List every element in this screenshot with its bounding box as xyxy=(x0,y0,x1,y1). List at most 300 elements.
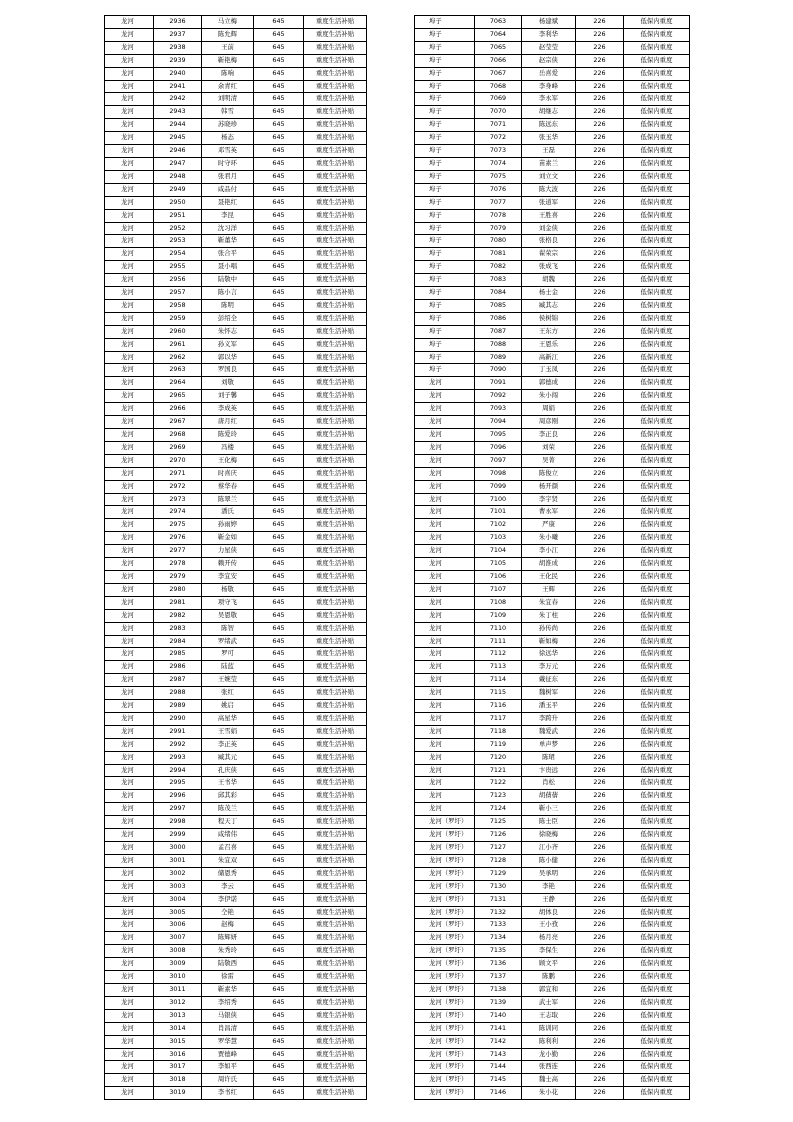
subsidy-type-cell: 重度生活补贴 xyxy=(304,377,367,390)
name-cell: 单声梦 xyxy=(522,738,576,751)
town-cell: 龙河 xyxy=(415,493,475,506)
amount-cell: 645 xyxy=(254,519,304,532)
town-cell: 龙河 xyxy=(105,403,154,416)
subsidy-type-cell: 低保内重度 xyxy=(624,983,690,996)
table-row xyxy=(105,93,367,106)
serial-number-cell: 7097 xyxy=(475,454,522,467)
subsidy-type-cell: 低保内重度 xyxy=(624,351,690,364)
serial-number-cell: 7081 xyxy=(475,248,522,261)
amount-cell: 226 xyxy=(576,1022,624,1035)
amount-cell: 645 xyxy=(254,751,304,764)
serial-number-cell: 7112 xyxy=(475,648,522,661)
name-cell: 王前 xyxy=(202,41,254,54)
amount-cell: 645 xyxy=(254,299,304,312)
name-cell: 周彦刚 xyxy=(522,416,576,429)
table-row xyxy=(415,157,690,170)
amount-cell: 226 xyxy=(576,1061,624,1074)
serial-number-cell: 7079 xyxy=(475,222,522,235)
amount-cell: 226 xyxy=(576,996,624,1009)
subsidy-type-cell: 重度生活补贴 xyxy=(304,725,367,738)
name-cell: 陈鹏 xyxy=(522,971,576,984)
serial-number-cell: 7130 xyxy=(475,880,522,893)
serial-number-cell: 7137 xyxy=(475,971,522,984)
name-cell: 赵梅 xyxy=(202,919,254,932)
amount-cell: 645 xyxy=(254,558,304,571)
subsidy-type-cell: 低保内重度 xyxy=(624,790,690,803)
town-cell: 龙河（罗圩） xyxy=(415,1061,475,1074)
town-cell: 龙河 xyxy=(415,622,475,635)
name-cell: 陆敬西 xyxy=(202,958,254,971)
subsidy-type-cell: 低保内重度 xyxy=(624,325,690,338)
subsidy-type-cell: 低保内重度 xyxy=(624,648,690,661)
table-row xyxy=(415,648,690,661)
subsidy-type-cell: 低保内重度 xyxy=(624,1035,690,1048)
serial-number-cell: 2988 xyxy=(154,687,202,700)
amount-cell: 645 xyxy=(254,364,304,377)
subsidy-type-cell: 重度生活补贴 xyxy=(304,299,367,312)
serial-number-cell: 2973 xyxy=(154,493,202,506)
amount-cell: 645 xyxy=(254,1035,304,1048)
amount-cell: 645 xyxy=(254,583,304,596)
serial-number-cell: 2987 xyxy=(154,674,202,687)
table-row xyxy=(105,170,367,183)
town-cell: 龙河 xyxy=(415,687,475,700)
town-cell: 龙河 xyxy=(415,390,475,403)
table-row xyxy=(105,764,367,777)
table-row xyxy=(105,325,367,338)
subsidy-type-cell: 重度生活补贴 xyxy=(304,829,367,842)
amount-cell: 226 xyxy=(576,945,624,958)
town-cell: 龙河（罗圩） xyxy=(415,842,475,855)
serial-number-cell: 7106 xyxy=(475,570,522,583)
table-right xyxy=(414,15,690,1100)
amount-cell: 226 xyxy=(576,454,624,467)
table-row xyxy=(105,454,367,467)
name-cell: 胡魏 xyxy=(522,274,576,287)
table-row xyxy=(105,41,367,54)
name-cell: 胡淮成 xyxy=(522,558,576,571)
table-row xyxy=(105,480,367,493)
amount-cell: 645 xyxy=(254,919,304,932)
name-cell: 孔庆侠 xyxy=(202,764,254,777)
subsidy-type-cell: 低保内重度 xyxy=(624,583,690,596)
town-cell: 埠子 xyxy=(415,287,475,300)
subsidy-type-cell: 重度生活补贴 xyxy=(304,532,367,545)
name-cell: 陈辉妍 xyxy=(202,932,254,945)
amount-cell: 226 xyxy=(576,403,624,416)
amount-cell: 226 xyxy=(576,777,624,790)
serial-number-cell: 2951 xyxy=(154,209,202,222)
name-cell: 陈翠兰 xyxy=(202,493,254,506)
amount-cell: 645 xyxy=(254,661,304,674)
serial-number-cell: 7091 xyxy=(475,377,522,390)
name-cell: 刘明清 xyxy=(202,93,254,106)
town-cell: 埠子 xyxy=(415,67,475,80)
subsidy-type-cell: 重度生活补贴 xyxy=(304,945,367,958)
subsidy-type-cell: 低保内重度 xyxy=(624,971,690,984)
amount-cell: 226 xyxy=(576,1087,624,1100)
serial-number-cell: 2963 xyxy=(154,364,202,377)
name-cell: 戴征东 xyxy=(522,674,576,687)
amount-cell: 226 xyxy=(576,16,624,29)
serial-number-cell: 3015 xyxy=(154,1035,202,1048)
table-row xyxy=(105,996,367,1009)
serial-number-cell: 2989 xyxy=(154,700,202,713)
serial-number-cell: 7076 xyxy=(475,183,522,196)
town-cell: 龙河 xyxy=(105,816,154,829)
table-row xyxy=(415,467,690,480)
table-row xyxy=(105,596,367,609)
serial-number-cell: 7124 xyxy=(475,803,522,816)
serial-number-cell: 7117 xyxy=(475,712,522,725)
town-cell: 龙河 xyxy=(105,906,154,919)
serial-number-cell: 3007 xyxy=(154,932,202,945)
table-row xyxy=(105,751,367,764)
town-cell: 龙河 xyxy=(105,700,154,713)
town-cell: 龙河 xyxy=(415,609,475,622)
serial-number-cell: 3011 xyxy=(154,983,202,996)
town-cell: 龙河 xyxy=(415,570,475,583)
serial-number-cell: 7115 xyxy=(475,687,522,700)
subsidy-type-cell: 低保内重度 xyxy=(624,41,690,54)
name-cell: 聂艳红 xyxy=(202,196,254,209)
serial-number-cell: 2966 xyxy=(154,403,202,416)
amount-cell: 226 xyxy=(576,532,624,545)
serial-number-cell: 2995 xyxy=(154,777,202,790)
amount-cell: 226 xyxy=(576,390,624,403)
town-cell: 龙河 xyxy=(105,235,154,248)
amount-cell: 645 xyxy=(254,390,304,403)
amount-cell: 645 xyxy=(254,454,304,467)
town-cell: 龙河 xyxy=(415,725,475,738)
amount-cell: 226 xyxy=(576,583,624,596)
name-cell: 陈智 xyxy=(202,622,254,635)
name-cell: 聂小唱 xyxy=(202,261,254,274)
serial-number-cell: 3006 xyxy=(154,919,202,932)
table-row xyxy=(105,1048,367,1061)
serial-number-cell: 7128 xyxy=(475,854,522,867)
table-row xyxy=(415,519,690,532)
table-row xyxy=(415,725,690,738)
amount-cell: 645 xyxy=(254,570,304,583)
town-cell: 埠子 xyxy=(415,351,475,364)
table-row xyxy=(105,183,367,196)
table-row xyxy=(105,777,367,790)
name-cell: 郭以华 xyxy=(202,351,254,364)
table-row xyxy=(415,132,690,145)
table-row xyxy=(415,222,690,235)
table-row xyxy=(105,919,367,932)
town-cell: 龙河 xyxy=(105,441,154,454)
amount-cell: 226 xyxy=(576,119,624,132)
subsidy-type-cell: 重度生活补贴 xyxy=(304,648,367,661)
name-cell: 韩雪 xyxy=(202,106,254,119)
serial-number-cell: 7093 xyxy=(475,403,522,416)
town-cell: 龙河 xyxy=(105,648,154,661)
serial-number-cell: 7064 xyxy=(475,28,522,41)
serial-number-cell: 7141 xyxy=(475,1022,522,1035)
table-row xyxy=(415,945,690,958)
amount-cell: 226 xyxy=(576,609,624,622)
name-cell: 卞贵远 xyxy=(522,764,576,777)
serial-number-cell: 7085 xyxy=(475,299,522,312)
amount-cell: 226 xyxy=(576,338,624,351)
table-row xyxy=(105,687,367,700)
amount-cell: 645 xyxy=(254,480,304,493)
subsidy-type-cell: 重度生活补贴 xyxy=(304,596,367,609)
serial-number-cell: 7140 xyxy=(475,1009,522,1022)
table-row xyxy=(105,403,367,416)
town-cell: 龙河 xyxy=(415,506,475,519)
town-cell: 龙河 xyxy=(105,28,154,41)
subsidy-type-cell: 低保内重度 xyxy=(624,312,690,325)
town-cell: 龙河（罗圩） xyxy=(415,906,475,919)
town-cell: 龙河 xyxy=(105,364,154,377)
name-cell: 项守飞 xyxy=(202,596,254,609)
serial-number-cell: 2998 xyxy=(154,816,202,829)
serial-number-cell: 7103 xyxy=(475,532,522,545)
town-cell: 龙河（罗圩） xyxy=(415,1087,475,1100)
name-cell: 刘荣 xyxy=(522,441,576,454)
serial-number-cell: 2975 xyxy=(154,519,202,532)
name-cell: 潘玉平 xyxy=(522,700,576,713)
amount-cell: 226 xyxy=(576,596,624,609)
name-cell: 张格良 xyxy=(522,235,576,248)
name-cell: 陈响 xyxy=(202,67,254,80)
town-cell: 龙河 xyxy=(105,351,154,364)
amount-cell: 645 xyxy=(254,209,304,222)
serial-number-cell: 7131 xyxy=(475,893,522,906)
town-cell: 龙河 xyxy=(415,467,475,480)
amount-cell: 645 xyxy=(254,467,304,480)
amount-cell: 645 xyxy=(254,312,304,325)
subsidy-type-cell: 重度生活补贴 xyxy=(304,971,367,984)
amount-cell: 226 xyxy=(576,906,624,919)
name-cell: 李艳 xyxy=(522,880,576,893)
table-row xyxy=(415,325,690,338)
amount-cell: 226 xyxy=(576,299,624,312)
amount-cell: 226 xyxy=(576,570,624,583)
table-row xyxy=(415,596,690,609)
subsidy-type-cell: 低保内重度 xyxy=(624,132,690,145)
amount-cell: 226 xyxy=(576,209,624,222)
amount-cell: 645 xyxy=(254,790,304,803)
subsidy-type-cell: 低保内重度 xyxy=(624,803,690,816)
serial-number-cell: 7126 xyxy=(475,829,522,842)
subsidy-type-cell: 低保内重度 xyxy=(624,145,690,158)
table-row xyxy=(105,119,367,132)
town-cell: 龙河 xyxy=(105,751,154,764)
amount-cell: 226 xyxy=(576,867,624,880)
town-cell: 埠子 xyxy=(415,261,475,274)
subsidy-type-cell: 重度生活补贴 xyxy=(304,132,367,145)
amount-cell: 645 xyxy=(254,945,304,958)
name-cell: 陆蓝 xyxy=(202,661,254,674)
table-row xyxy=(415,312,690,325)
amount-cell: 645 xyxy=(254,674,304,687)
serial-number-cell: 7144 xyxy=(475,1061,522,1074)
subsidy-type-cell: 低保内重度 xyxy=(624,429,690,442)
name-cell: 郭宜和 xyxy=(522,983,576,996)
subsidy-type-cell: 低保内重度 xyxy=(624,777,690,790)
serial-number-cell: 3005 xyxy=(154,906,202,919)
amount-cell: 226 xyxy=(576,170,624,183)
name-cell: 苏晓珍 xyxy=(202,119,254,132)
subsidy-type-cell: 重度生活补贴 xyxy=(304,816,367,829)
serial-number-cell: 7065 xyxy=(475,41,522,54)
table-row xyxy=(415,971,690,984)
amount-cell: 226 xyxy=(576,725,624,738)
amount-cell: 645 xyxy=(254,183,304,196)
name-cell: 刘金侠 xyxy=(522,222,576,235)
amount-cell: 226 xyxy=(576,1035,624,1048)
subsidy-type-cell: 低保内重度 xyxy=(624,67,690,80)
subsidy-type-cell: 低保内重度 xyxy=(624,480,690,493)
serial-number-cell: 2999 xyxy=(154,829,202,842)
name-cell: 李永军 xyxy=(522,93,576,106)
serial-number-cell: 7109 xyxy=(475,609,522,622)
table-row xyxy=(415,403,690,416)
amount-cell: 226 xyxy=(576,441,624,454)
subsidy-type-cell: 低保内重度 xyxy=(624,893,690,906)
table-row xyxy=(105,80,367,93)
amount-cell: 645 xyxy=(254,274,304,287)
name-cell: 李伊诺 xyxy=(202,893,254,906)
subsidy-type-cell: 低保内重度 xyxy=(624,958,690,971)
subsidy-type-cell: 重度生活补贴 xyxy=(304,919,367,932)
name-cell: 贾德峰 xyxy=(202,1048,254,1061)
town-cell: 龙河 xyxy=(415,545,475,558)
name-cell: 陈明 xyxy=(202,299,254,312)
name-cell: 杨态 xyxy=(202,132,254,145)
subsidy-type-cell: 重度生活补贴 xyxy=(304,235,367,248)
town-cell: 龙河 xyxy=(105,674,154,687)
serial-number-cell: 7092 xyxy=(475,390,522,403)
table-left-body xyxy=(105,16,367,1100)
town-cell: 龙河 xyxy=(105,493,154,506)
amount-cell: 645 xyxy=(254,816,304,829)
amount-cell: 226 xyxy=(576,958,624,971)
subsidy-type-cell: 重度生活补贴 xyxy=(304,674,367,687)
serial-number-cell: 7134 xyxy=(475,932,522,945)
subsidy-type-cell: 低保内重度 xyxy=(624,364,690,377)
table-row xyxy=(105,932,367,945)
name-cell: 李利华 xyxy=(522,28,576,41)
subsidy-type-cell: 重度生活补贴 xyxy=(304,867,367,880)
subsidy-type-cell: 低保内重度 xyxy=(624,1048,690,1061)
amount-cell: 645 xyxy=(254,493,304,506)
subsidy-type-cell: 低保内重度 xyxy=(624,596,690,609)
subsidy-type-cell: 低保内重度 xyxy=(624,261,690,274)
amount-cell: 226 xyxy=(576,506,624,519)
town-cell: 埠子 xyxy=(415,170,475,183)
table-row xyxy=(105,196,367,209)
amount-cell: 645 xyxy=(254,170,304,183)
table-row xyxy=(105,493,367,506)
serial-number-cell: 2960 xyxy=(154,325,202,338)
serial-number-cell: 7073 xyxy=(475,145,522,158)
subsidy-type-cell: 低保内重度 xyxy=(624,222,690,235)
subsidy-type-cell: 低保内重度 xyxy=(624,54,690,67)
table-row xyxy=(415,687,690,700)
town-cell: 龙河（罗圩） xyxy=(415,867,475,880)
subsidy-type-cell: 重度生活补贴 xyxy=(304,609,367,622)
serial-number-cell: 2961 xyxy=(154,338,202,351)
town-cell: 龙河 xyxy=(415,712,475,725)
serial-number-cell: 2981 xyxy=(154,596,202,609)
town-cell: 龙河 xyxy=(105,196,154,209)
subsidy-type-cell: 重度生活补贴 xyxy=(304,519,367,532)
table-row xyxy=(105,532,367,545)
subsidy-type-cell: 重度生活补贴 xyxy=(304,842,367,855)
subsidy-type-cell: 重度生活补贴 xyxy=(304,274,367,287)
town-cell: 龙河 xyxy=(105,558,154,571)
town-cell: 龙河 xyxy=(415,751,475,764)
serial-number-cell: 7119 xyxy=(475,738,522,751)
serial-number-cell: 7088 xyxy=(475,338,522,351)
table-row xyxy=(415,170,690,183)
name-cell: 靳金如 xyxy=(202,532,254,545)
subsidy-type-cell: 低保内重度 xyxy=(624,558,690,571)
town-cell: 埠子 xyxy=(415,183,475,196)
subsidy-type-cell: 低保内重度 xyxy=(624,1074,690,1087)
subsidy-type-cell: 重度生活补贴 xyxy=(304,958,367,971)
name-cell: 李正良 xyxy=(522,429,576,442)
table-row xyxy=(415,493,690,506)
name-cell: 李宜安 xyxy=(202,570,254,583)
name-cell: 余青红 xyxy=(202,80,254,93)
serial-number-cell: 7099 xyxy=(475,480,522,493)
amount-cell: 645 xyxy=(254,983,304,996)
subsidy-type-cell: 重度生活补贴 xyxy=(304,454,367,467)
serial-number-cell: 7111 xyxy=(475,635,522,648)
subsidy-type-cell: 重度生活补贴 xyxy=(304,906,367,919)
subsidy-type-cell: 重度生活补贴 xyxy=(304,338,367,351)
serial-number-cell: 7072 xyxy=(475,132,522,145)
serial-number-cell: 7084 xyxy=(475,287,522,300)
subsidy-type-cell: 低保内重度 xyxy=(624,416,690,429)
table-row xyxy=(105,377,367,390)
name-cell: 咸品付 xyxy=(202,183,254,196)
subsidy-type-cell: 低保内重度 xyxy=(624,377,690,390)
name-cell: 魏士高 xyxy=(522,1074,576,1087)
amount-cell: 226 xyxy=(576,416,624,429)
subsidy-type-cell: 低保内重度 xyxy=(624,467,690,480)
table-row xyxy=(105,1022,367,1035)
name-cell: 储恩秀 xyxy=(202,867,254,880)
name-cell: 侯树锦 xyxy=(522,312,576,325)
table-row xyxy=(105,145,367,158)
amount-cell: 645 xyxy=(254,16,304,29)
table-row xyxy=(105,880,367,893)
subsidy-type-cell: 重度生活补贴 xyxy=(304,28,367,41)
table-row xyxy=(105,558,367,571)
subsidy-type-cell: 重度生活补贴 xyxy=(304,635,367,648)
amount-cell: 645 xyxy=(254,196,304,209)
town-cell: 埠子 xyxy=(415,16,475,29)
name-cell: 朱丁柱 xyxy=(522,609,576,622)
table-row xyxy=(105,867,367,880)
town-cell: 龙河（罗圩） xyxy=(415,996,475,1009)
serial-number-cell: 2958 xyxy=(154,299,202,312)
table-row xyxy=(105,570,367,583)
table-row xyxy=(105,106,367,119)
town-cell: 龙河（罗圩） xyxy=(415,1009,475,1022)
table-row xyxy=(415,338,690,351)
name-cell: 陈允辉 xyxy=(202,28,254,41)
serial-number-cell: 7108 xyxy=(475,596,522,609)
table-row xyxy=(105,312,367,325)
